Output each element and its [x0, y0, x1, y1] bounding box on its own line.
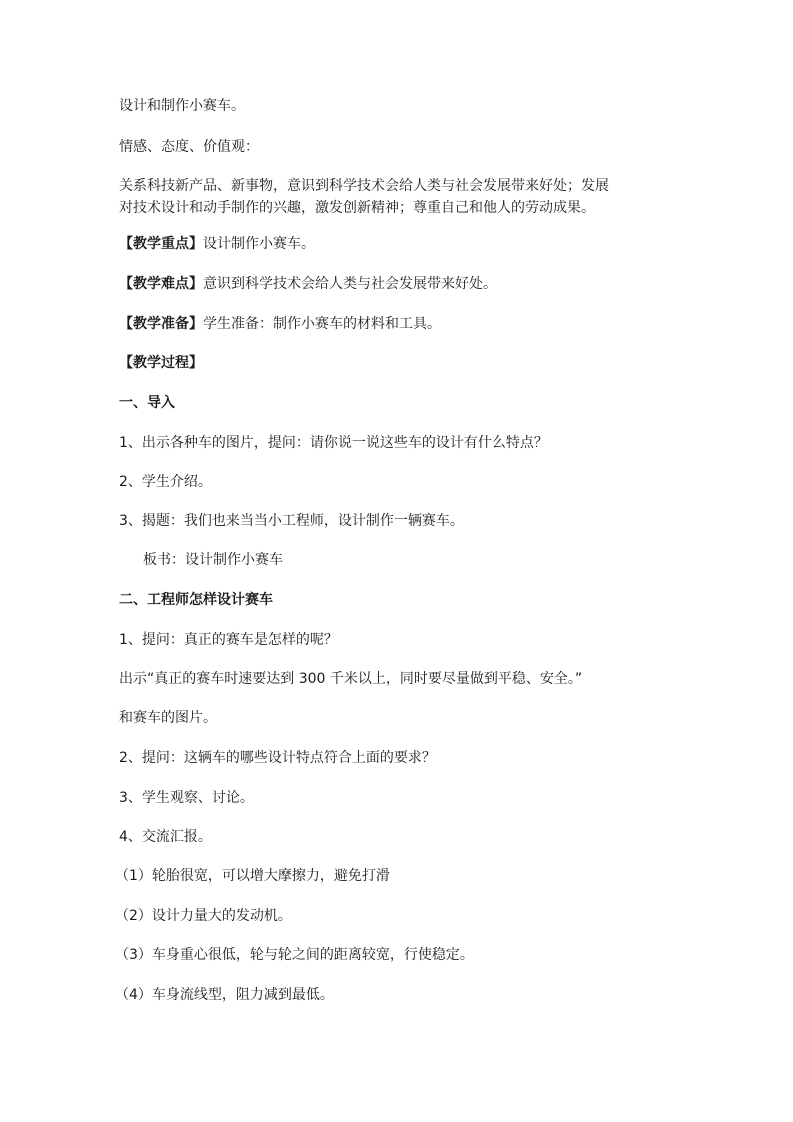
- sub-list-item: （1）轮胎很宽，可以增大摩擦力，避免打滑: [115, 868, 390, 884]
- preparation-line: [119, 314, 441, 334]
- text-line: 出示“真正的赛车时速要达到 300 千米以上，同时要尽量做到平稳、安全。”: [119, 671, 583, 687]
- section-heading-design: 二、工程师怎样设计赛车: [119, 592, 273, 608]
- heading-difficulty: 【教学难点】: [119, 276, 203, 292]
- sub-list-item: （4）车身流线型，阻力减到最低。: [115, 987, 334, 1003]
- difficulty-line: [119, 274, 497, 294]
- text-line: 设计和制作小赛车。: [119, 98, 245, 114]
- heading-preparation: 【教学准备】: [119, 316, 203, 332]
- list-item: 2、提问：这辆车的哪些设计特点符合上面的要求？: [119, 750, 436, 766]
- heading-process: 【教学过程】: [119, 355, 203, 371]
- key-point-text: 设计制作小赛车。: [203, 236, 315, 252]
- text-line: 关系科技新产品、新事物，意识到科学技术会给人类与社会发展带来好处；发展: [119, 178, 609, 194]
- blackboard-note: 板书：设计制作小赛车: [143, 552, 283, 568]
- list-item: 3、揭题：我们也来当当小工程师，设计制作一辆赛车。: [119, 513, 464, 529]
- section-label-affect: 情感、态度、价值观：: [119, 139, 259, 155]
- list-item: 3、学生观察、讨论。: [119, 790, 254, 806]
- sub-list-item: （2）设计力量大的发动机。: [115, 908, 292, 924]
- list-item: 4、交流汇报。: [119, 829, 212, 845]
- text-line: 对技术设计和动手制作的兴趣，激发创新精神；尊重自己和他人的劳动成果。: [119, 200, 595, 216]
- list-item: 1、出示各种车的图片，提问：请你说一说这些车的设计有什么特点？: [119, 435, 548, 451]
- list-item: 1、提问：真正的赛车是怎样的呢？: [119, 632, 338, 648]
- list-item: 2、学生介绍。: [119, 474, 212, 490]
- key-point-line: [119, 234, 315, 254]
- text-line: 和赛车的图片。: [119, 710, 217, 726]
- preparation-text: 学生准备：制作小赛车的材料和工具。: [203, 316, 441, 332]
- difficulty-text: 意识到科学技术会给人类与社会发展带来好处。: [203, 276, 497, 292]
- section-heading-intro: 一、导入: [119, 395, 175, 411]
- heading-key-point: 【教学重点】: [119, 236, 203, 252]
- sub-list-item: （3）车身重心很低，轮与轮之间的距离较宽，行使稳定。: [115, 947, 474, 963]
